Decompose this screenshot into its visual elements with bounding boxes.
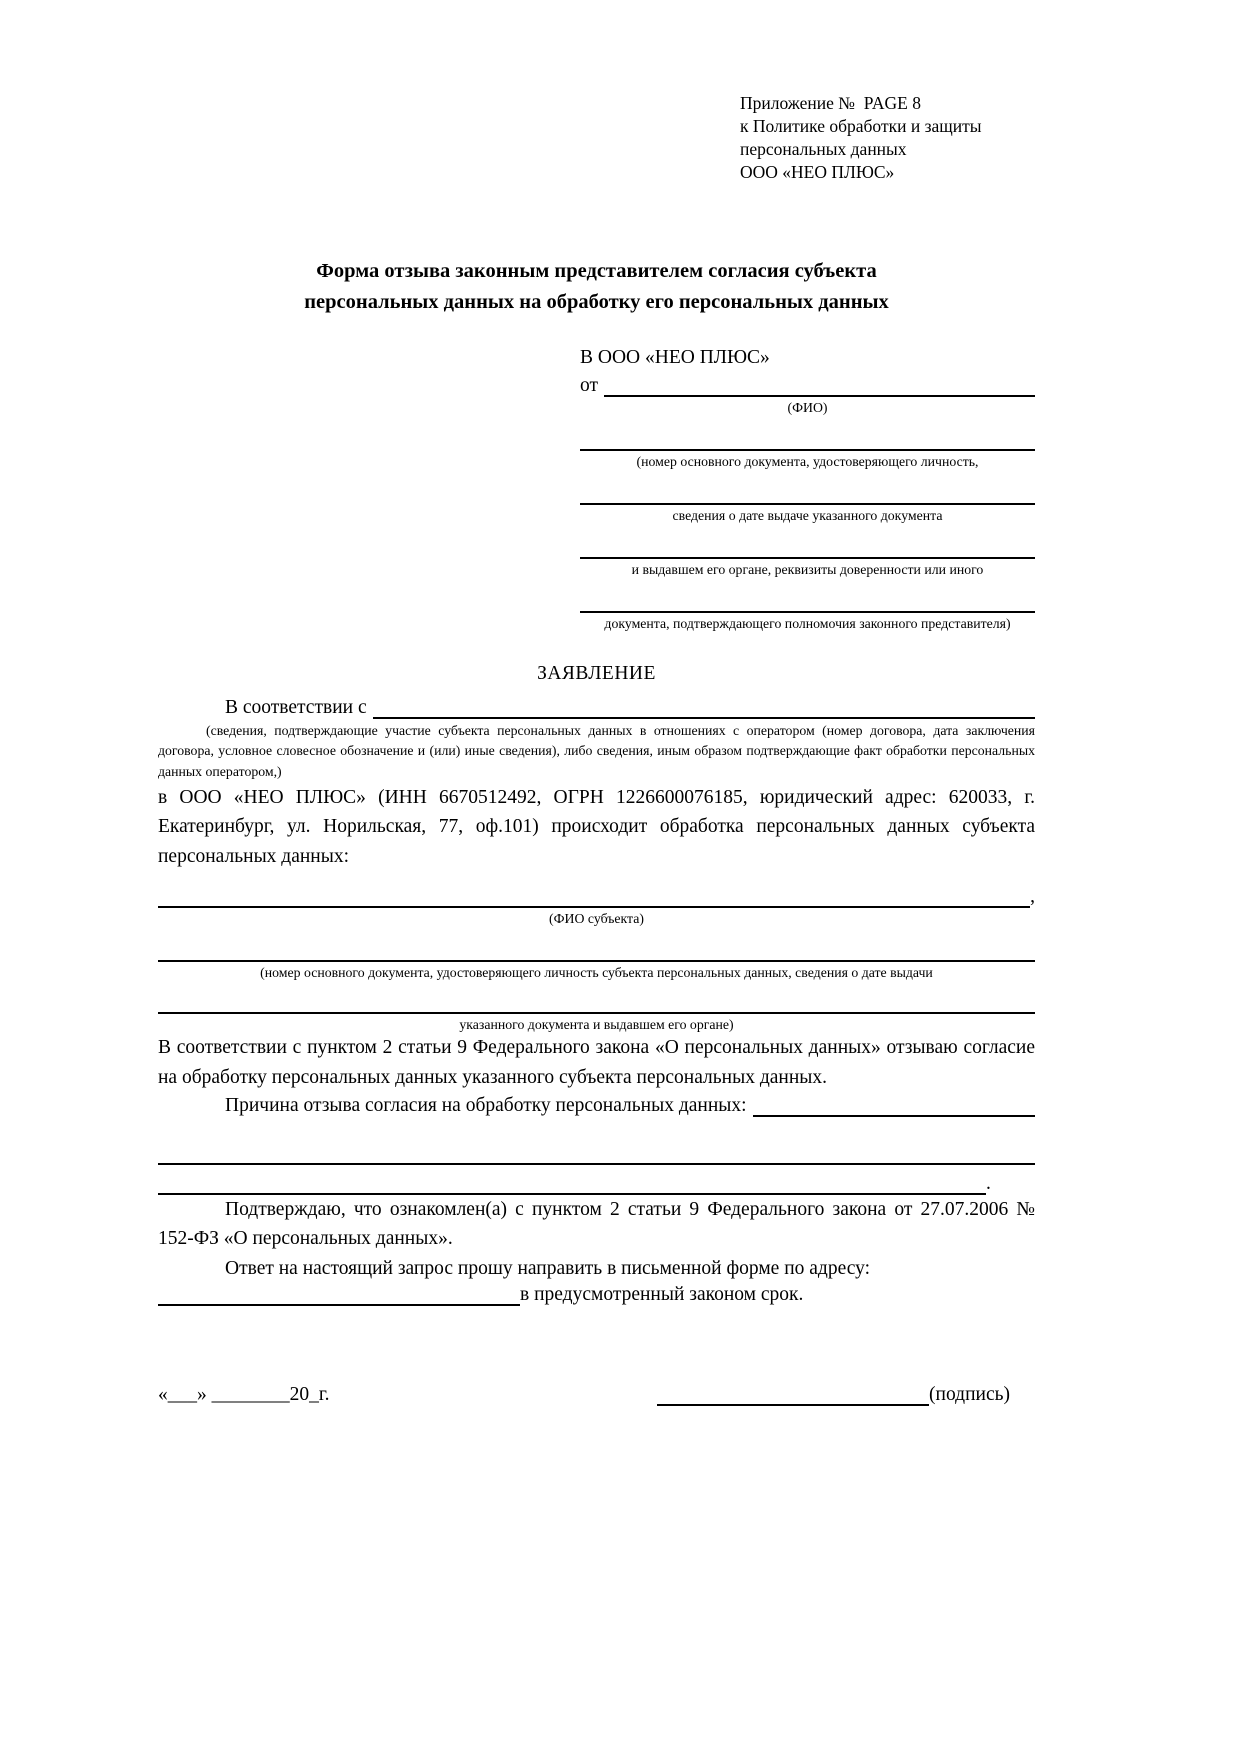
subject-doc-caption-1: (номер основного документа, удостоверяющего личность субъекта персональных данных, сведения о дате выдачи <box>260 964 933 980</box>
reply-paragraph: Ответ на настоящий запрос прошу направить в письменной форме по адресу: <box>225 1257 871 1279</box>
doc-caption-1: (номер основного документа, удостоверяющего личность, <box>636 454 979 470</box>
fine-print-note: (сведения, подтверждающие участие субъекта персональных данных в отношениях с оператором (номер договора, дата заключения договора, условное словесное обозначение и (или) иные сведения), либо сведения, иным образом подтверждающие факт обработки персональных данных оператором,) <box>158 722 1035 780</box>
intro-blank-line <box>373 717 1035 719</box>
signature-blank-line <box>657 1384 929 1406</box>
doc-caption-2: сведения о дате выдаче указанного документа <box>672 508 943 524</box>
date-blank-text: «___» ________20_г. <box>158 1383 330 1405</box>
policy-reference-line1: к Политике обработки и защиты <box>740 116 982 137</box>
subject-doc-caption-2: указанного документа и выдавшем его органе) <box>459 1016 734 1032</box>
from-row <box>580 375 1035 397</box>
subject-fio-blank-line <box>158 906 1030 908</box>
signature-caption: (подпись) <box>929 1383 1010 1405</box>
appendix-header <box>740 92 1035 184</box>
blank-line <box>580 587 1035 613</box>
confirmation-paragraph: Подтверждаю, что ознакомлен(а) с пунктом 2 статьи 9 Федерального закона от 27.07.2006 № 152-ФЗ «О персональных данных». <box>158 1198 1035 1250</box>
footer-row <box>158 1384 1035 1406</box>
text-lines-icon <box>585 112 601 142</box>
from-fio-blank-line <box>604 395 1035 397</box>
representative-doc-group-1 <box>580 425 1035 471</box>
form-title-line2: персональных данных на обработку его персональных данных <box>304 291 889 314</box>
reason-trailing-period: . <box>986 1172 991 1194</box>
addressee-block <box>580 344 1035 633</box>
appendix-number-line: Приложение № PAGE 8 <box>740 93 921 113</box>
intro-row <box>158 697 1035 719</box>
representative-doc-group-2 <box>580 479 1035 525</box>
representative-doc-group-4 <box>580 587 1035 633</box>
operator-paragraph: в ООО «НЕО ПЛЮС» (ИНН 6670512492, ОГРН 1226600076185, юридический адрес: 620033, г. Екатеринбург, ул. Норильская, 77, оф.101) происходит обработка персональных данных субъекта персональных данных: <box>158 786 1035 868</box>
subject-trailing-comma: , <box>1030 885 1035 907</box>
reason-blank-line <box>753 1115 1035 1117</box>
form-title-line1: Форма отзыва законным представителем согласия субъекта <box>316 260 877 283</box>
intro-label: В соответствии с <box>225 696 367 718</box>
reason-blank-line-3 <box>158 1173 986 1195</box>
addressee-organization: В ООО «НЕО ПЛЮС» <box>580 346 770 368</box>
reason-blank-line-2 <box>158 1163 1035 1165</box>
blank-line <box>580 479 1035 505</box>
reply-address-blank-line <box>158 1284 520 1306</box>
doc-caption-3: и выдавшем его органе, реквизиты доверенности или иного <box>631 561 984 577</box>
blank-line <box>580 533 1035 559</box>
policy-reference-line2: персональных данных <box>740 139 907 160</box>
subject-fio-row <box>158 886 1035 908</box>
subject-doc-blank-line-2 <box>158 990 1035 1014</box>
blank-line <box>580 425 1035 451</box>
doc-caption-4: документа, подтверждающего полномочия законного представителя) <box>604 615 1011 631</box>
statement-heading: ЗАЯВЛЕНИЕ <box>537 662 656 684</box>
form-title <box>158 256 1035 318</box>
subject-doc-blank-line-1 <box>158 938 1035 962</box>
reason-blank-row-3 <box>158 1173 1035 1195</box>
from-label: от <box>580 375 599 397</box>
withdrawal-paragraph: В соответствии с пунктом 2 статьи 9 Федерального закона «О персональных данных» отзываю согласие на обработку персональных данных указанного субъекта персональных данных. <box>158 1037 1035 1089</box>
reason-label: Причина отзыва согласия на обработку персональных данных: <box>225 1094 747 1116</box>
reply-address-row <box>158 1284 1035 1306</box>
reason-row <box>158 1095 1035 1117</box>
fio-caption: (ФИО) <box>787 400 828 416</box>
subject-fio-caption: (ФИО субъекта) <box>549 910 644 926</box>
signature-group <box>657 1384 1010 1406</box>
representative-doc-group-3 <box>580 533 1035 579</box>
organization-name: ООО «НЕО ПЛЮС» <box>740 162 895 183</box>
reply-tail-text: в предусмотренный законом срок. <box>520 1283 804 1305</box>
